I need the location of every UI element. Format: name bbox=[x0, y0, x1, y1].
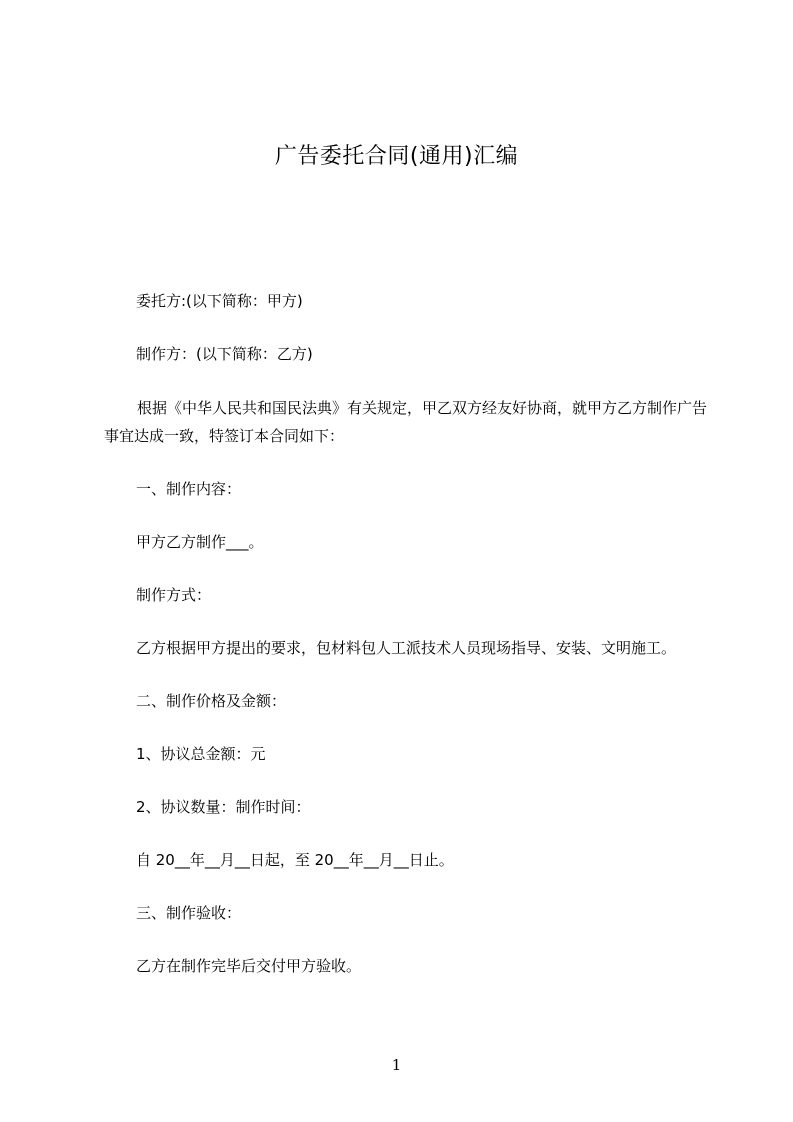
paragraph-quantity-time: 2、协议数量：制作时间： bbox=[136, 798, 311, 816]
paragraph-date-range: 自 20__年__月__日起，至 20__年__月__日止。 bbox=[136, 851, 454, 869]
paragraph-method-heading: 制作方式： bbox=[136, 586, 212, 604]
paragraph-client: 委托方:(以下简称：甲方) bbox=[136, 292, 303, 310]
document-title: 广告委托合同(通用)汇编 bbox=[274, 144, 519, 169]
section-heading-price: 二、制作价格及金额： bbox=[136, 692, 287, 710]
section-heading-content: 一、制作内容： bbox=[136, 480, 242, 498]
paragraph-method: 乙方根据甲方提出的要求，包材料包人工派技术人员现场指导、安装、文明施工。 bbox=[136, 639, 677, 657]
section-heading-acceptance: 三、制作验收： bbox=[136, 904, 242, 922]
page-number: 1 bbox=[391, 1056, 402, 1074]
paragraph-acceptance: 乙方在制作完毕后交付甲方验收。 bbox=[136, 957, 362, 975]
paragraph-total-amount: 1、协议总金额：元 bbox=[136, 745, 266, 763]
paragraph-preamble: 根据《中华人民共和国民法典》有关规定，甲乙双方经友好协商，就甲方乙方制作广告事宜达成一致，特签订本合同如下： bbox=[104, 399, 708, 445]
paragraph-producer: 制作方：(以下简称：乙方) bbox=[136, 345, 313, 363]
paragraph-production-item: 甲方乙方制作___。 bbox=[136, 533, 264, 551]
